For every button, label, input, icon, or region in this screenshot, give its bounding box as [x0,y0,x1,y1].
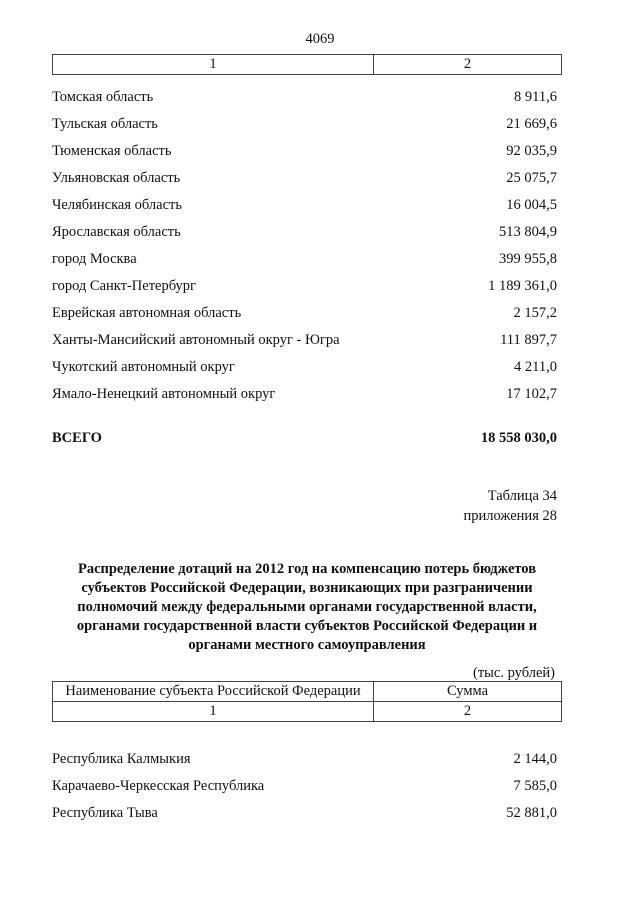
subject-name: Томская область [52,89,154,105]
subject-name: Тюменская область [52,143,172,159]
table-row [52,222,557,242]
amount-value: 21 669,6 [506,116,557,132]
table-row [52,87,557,107]
title-line: органами государственной власти субъектов Российской Федерации и [76,618,538,634]
table-caption [464,486,557,526]
table-row [52,114,557,134]
table-row [52,749,557,769]
subject-name: город Москва [52,251,137,267]
subject-name: Ямало-Ненецкий автономный округ [52,386,276,402]
subject-name: Ульяновская область [52,170,181,186]
table-row [52,195,557,215]
subject-name: Тульская область [52,116,158,132]
amount-value: 4 211,0 [514,359,557,375]
subject-name: Еврейская автономная область [52,305,242,321]
table-row [52,776,557,796]
units-label: (тыс. рублей) [473,665,555,681]
table-row [52,357,557,377]
table-row [52,276,557,296]
amount-value: 17 102,7 [506,386,557,402]
subject-name: Республика Тыва [52,805,158,821]
subject-name: Республика Калмыкия [52,751,191,767]
header-amount: Сумма [374,682,562,702]
table34-title [52,560,562,655]
table34-col1-number: 1 [53,702,374,722]
table34-header [52,681,562,722]
subject-name: Ханты-Мансийский автономный округ - Югра [52,332,340,348]
amount-value: 111 897,7 [500,332,557,348]
table-row [52,249,557,269]
amount-value: 1 189 361,0 [488,278,557,294]
title-line: полномочий между федеральными органами государственной власти, [77,599,537,615]
page-number: 4069 [305,31,335,47]
amount-value: 25 075,7 [506,170,557,186]
header-subject-name: Наименование субъекта Российской Федерации [53,682,374,702]
subject-name: Карачаево-Черкесская Республика [52,778,265,794]
amount-value: 2 144,0 [513,751,557,767]
appendix-number: приложения 28 [463,508,557,524]
table-row [52,803,557,823]
table1-header [52,54,562,75]
amount-value: 8 911,6 [514,89,557,105]
amount-value: 52 881,0 [506,805,557,821]
amount-value: 2 157,2 [513,305,557,321]
subject-name: Челябинская область [52,197,182,213]
table1-col1-number: 1 [53,55,374,75]
subject-name: Ярославская область [52,224,181,240]
table-row [52,303,557,323]
amount-value: 7 585,0 [513,778,557,794]
title-line: Распределение дотаций на 2012 год на компенсацию потерь бюджетов [77,561,537,577]
subject-name: Чукотский автономный округ [52,359,235,375]
amount-value: 513 804,9 [499,224,557,240]
table-row [52,168,557,188]
table-number: Таблица 34 [487,488,557,504]
title-line: органами местного самоуправления [188,637,426,653]
subject-name: город Санкт-Петербург [52,278,197,294]
amount-value: 92 035,9 [506,143,557,159]
table1-total-row [52,428,557,448]
table34-col2-number: 2 [374,702,562,722]
table-row [52,330,557,350]
table-row [52,141,557,161]
title-line: субъектов Российской Федерации, возникающих при разграничении [81,580,533,596]
table1-col2-number: 2 [374,55,562,75]
total-label: ВСЕГО [52,430,102,446]
total-value: 18 558 030,0 [480,430,557,446]
amount-value: 399 955,8 [499,251,557,267]
table-row [52,384,557,404]
amount-value: 16 004,5 [506,197,557,213]
